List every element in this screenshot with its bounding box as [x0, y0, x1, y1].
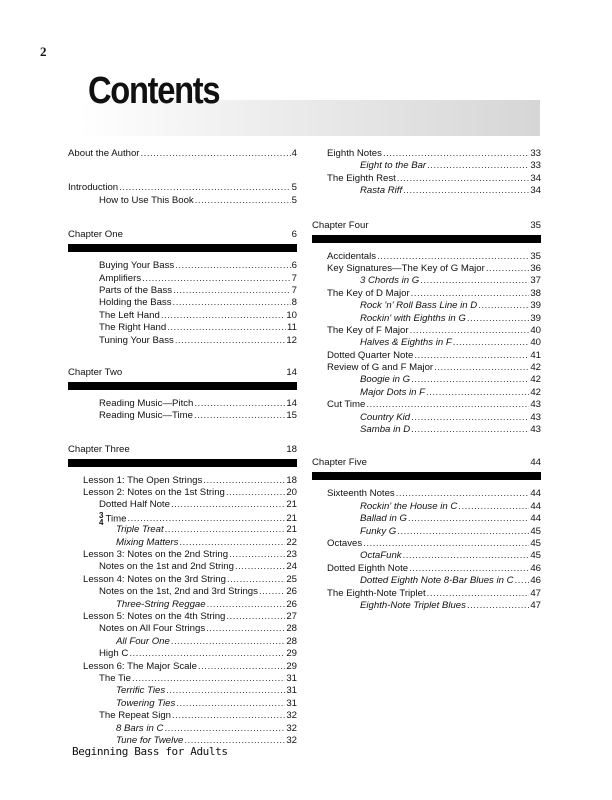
toc-entry[interactable]: Lesson 6: The Major Scale ..... 29 [68, 661, 297, 673]
toc-entry[interactable]: Rockin' with Eighths in G ..... 39 [312, 313, 541, 325]
toc-entry[interactable]: Review of G and F Major ..... 42 [312, 362, 541, 374]
chapter-heading[interactable]: Chapter Four 35 [312, 219, 541, 231]
toc-entry[interactable]: Buying Your Bass ..... 6 [68, 260, 297, 272]
toc-entry[interactable]: The Right Hand ..... 11 [68, 322, 297, 334]
chapter-heading[interactable]: Chapter Two 14 [68, 366, 297, 378]
toc-entry[interactable]: The Key of D Major ..... 38 [312, 288, 541, 300]
toc-entry[interactable]: Introduction ..... 5 [68, 182, 297, 194]
toc-entry[interactable]: OctaFunk ..... 45 [312, 550, 541, 562]
toc-entry[interactable]: Octaves ..... 45 [312, 538, 541, 550]
toc-entry[interactable]: Sixteenth Notes ..... 44 [312, 488, 541, 500]
toc-entry[interactable]: Towering Ties ..... 31 [68, 698, 297, 710]
book-title-footer: Beginning Bass for Adults [72, 745, 228, 758]
toc-entry[interactable]: Tuning Your Bass ..... 12 [68, 335, 297, 347]
toc-entry[interactable]: Amplifiers ..... 7 [68, 273, 297, 285]
toc-entry[interactable]: Eighth-Note Triplet Blues ..... 47 [312, 600, 541, 612]
toc-entry[interactable]: Rasta Riff ..... 34 [312, 185, 541, 197]
toc-entry[interactable]: Dotted Quarter Note ..... 41 [312, 350, 541, 362]
toc-entry[interactable]: All Four One ..... 28 [68, 636, 297, 648]
chapter-bar [312, 472, 541, 480]
toc-entry[interactable]: Cut Time ..... 43 [312, 399, 541, 411]
toc-entry[interactable]: Three-String Reggae ..... 26 [68, 599, 297, 611]
chapter-bar [68, 459, 297, 467]
toc-entry[interactable]: 3 4 Time ..... 21 [68, 512, 297, 524]
toc-entry[interactable]: Lesson 2: Notes on the 1st String ..... 20 [68, 487, 297, 499]
chapter-heading[interactable]: Chapter One 6 [68, 229, 297, 241]
toc-entry[interactable]: Funky G ..... 45 [312, 526, 541, 538]
toc-entry[interactable]: About the Author ..... 4 [68, 148, 297, 160]
toc-entry[interactable]: Tune for Twelve ..... 32 [68, 735, 297, 747]
toc-entry[interactable]: Lesson 4: Notes on the 3rd String ..... 25 [68, 574, 297, 586]
toc-entry[interactable]: The Eighth-Note Triplet ..... 47 [312, 588, 541, 600]
toc-entry[interactable]: The Repeat Sign ..... 32 [68, 710, 297, 722]
toc-entry[interactable]: Terrific Ties ..... 31 [68, 685, 297, 697]
toc-entry[interactable]: Key Signatures—The Key of G Major ..... 36 [312, 263, 541, 275]
toc-entry[interactable]: Reading Music—Time ..... 15 [68, 410, 297, 422]
toc-entry[interactable]: Reading Music—Pitch ..... 14 [68, 398, 297, 410]
chapter-bar [312, 235, 541, 243]
toc-entry[interactable]: Holding the Bass ..... 8 [68, 297, 297, 309]
toc-left-column [68, 148, 297, 747]
toc-entry[interactable]: Eighth Notes ..... 33 [312, 148, 541, 160]
toc-entry[interactable]: Dotted Eighth Note ..... 46 [312, 563, 541, 575]
toc-entry[interactable]: Lesson 5: Notes on the 4th String ..... 27 [68, 611, 297, 623]
toc-entry[interactable]: Triple Treat ..... 21 [68, 524, 297, 536]
page-number: 2 [40, 44, 47, 59]
toc-entry[interactable]: Major Dots in F ..... 42 [312, 387, 541, 399]
toc-entry[interactable]: The Eighth Rest ..... 34 [312, 173, 541, 185]
toc-entry[interactable]: Halves & Eighths in F ..... 40 [312, 337, 541, 349]
toc-entry[interactable]: How to Use This Book ..... 5 [68, 195, 297, 207]
toc-entry[interactable]: Country Kid ..... 43 [312, 412, 541, 424]
toc-entry[interactable]: 3 Chords in G ..... 37 [312, 275, 541, 287]
chapter-bar [68, 244, 297, 252]
toc-entry[interactable]: High C ..... 29 [68, 648, 297, 660]
chapter-heading[interactable]: Chapter Five 44 [312, 457, 541, 469]
toc-entry[interactable]: Rockin' the House in C ..... 44 [312, 501, 541, 513]
toc-entry[interactable]: 8 Bars in C ..... 32 [68, 723, 297, 735]
toc-entry[interactable]: Notes on the 1st and 2nd String ..... 24 [68, 561, 297, 573]
toc-entry[interactable]: The Key of F Major ..... 40 [312, 325, 541, 337]
toc-entry[interactable]: Boogie in G ..... 42 [312, 374, 541, 386]
chapter-bar [68, 382, 297, 390]
toc-entry[interactable]: Mixing Matters ..... 22 [68, 537, 297, 549]
toc-entry[interactable]: The Left Hand ..... 10 [68, 310, 297, 322]
toc-entry[interactable]: Lesson 3: Notes on the 2nd String ..... 23 [68, 549, 297, 561]
toc-entry[interactable]: Notes on the 1st, 2nd and 3rd Strings ..... 26 [68, 586, 297, 598]
toc-entry[interactable]: Dotted Half Note ..... 21 [68, 499, 297, 511]
toc-right-column [312, 148, 541, 612]
chapter-heading[interactable]: Chapter Three 18 [68, 443, 297, 455]
toc-entry[interactable]: Parts of the Bass ..... 7 [68, 285, 297, 297]
toc-entry[interactable]: Accidentals ..... 35 [312, 251, 541, 263]
toc-entry[interactable]: Samba in D ..... 43 [312, 424, 541, 436]
toc-entry[interactable]: Rock 'n' Roll Bass Line in D ..... 39 [312, 300, 541, 312]
toc-entry[interactable]: Eight to the Bar ..... 33 [312, 160, 541, 172]
toc-entry[interactable]: The Tie ..... 31 [68, 673, 297, 685]
toc-entry[interactable]: Ballad in G ..... 44 [312, 513, 541, 525]
toc-entry[interactable]: Dotted Eighth Note 8-Bar Blues in C ..... 46 [312, 575, 541, 587]
time-signature-icon: 3 4 [99, 510, 104, 527]
toc-entry[interactable]: Lesson 1: The Open Strings ..... 18 [68, 475, 297, 487]
toc-entry[interactable]: Notes on All Four Strings ..... 28 [68, 623, 297, 635]
page-title: Contents [88, 70, 220, 112]
